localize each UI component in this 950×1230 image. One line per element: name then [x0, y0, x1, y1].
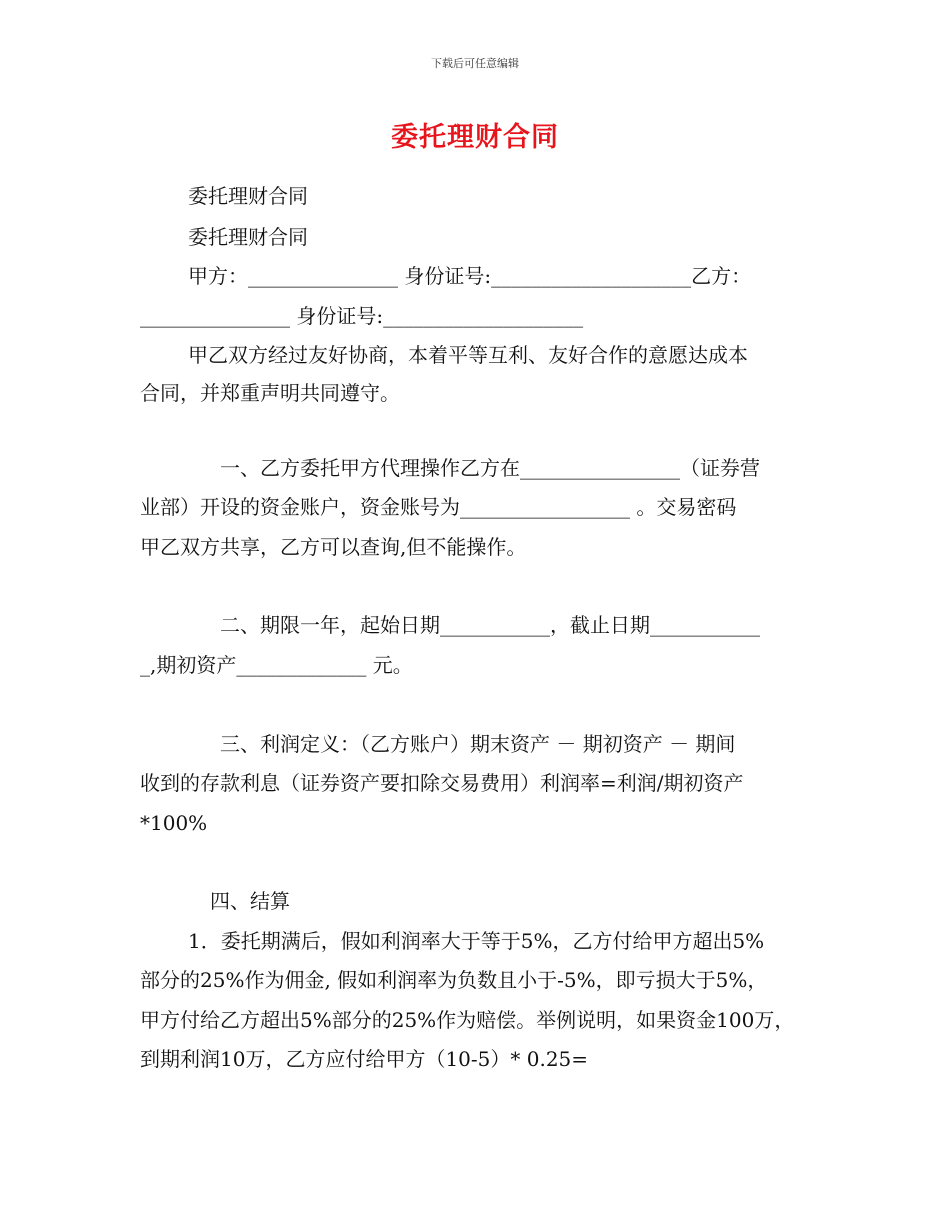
preamble-line-2: 合同，并郑重声明共同遵守。 [140, 381, 400, 405]
clause-4-line-2: 部分的25%作为佣金, 假如利润率为负数且小于-5%，即亏损大于5%， [140, 968, 768, 992]
subtitle-line-2: 委托理财合同 [188, 225, 308, 249]
clause-1-line-1: 一、乙方委托甲方代理操作乙方在________________（证券营 [220, 456, 760, 480]
preamble-line-1: 甲乙双方经过友好协商，本着平等互利、友好合作的意愿达成本 [188, 343, 748, 367]
clause-4-line-3: 甲方付给乙方超出5%部分的25%作为赔偿。举例说明，如果资金100万， [140, 1008, 795, 1032]
clause-4-line-4: 到期利润10万，乙方应付给甲方（10-5）* 0.25= [140, 1047, 589, 1071]
clause-1-line-3: 甲乙双方共享，乙方可以查询,但不能操作。 [140, 535, 527, 559]
clause-3-line-3: *100% [140, 811, 208, 835]
clause-4-line-1: 1．委托期满后，假如利润率大于等于5%，乙方付给甲方超出5% [188, 929, 765, 953]
clause-2-line-2: _,期初资产_____________ 元。 [140, 653, 413, 677]
party-b-line: _______________ 身份证号:____________________ [140, 304, 584, 328]
header-note: 下载后可任意编辑 [431, 57, 519, 70]
clause-1-line-2: 业部）开设的资金账户，资金账号为_________________ 。交易密码 [140, 495, 737, 519]
clause-4-heading: 四、结算 [210, 889, 290, 913]
document-title: 委托理财合同 [391, 122, 559, 153]
subtitle-line-1: 委托理财合同 [188, 184, 308, 208]
party-a-line: 甲方：_______________ 身份证号:____________________乙方： [188, 264, 752, 288]
clause-2-line-1: 二、期限一年，起始日期___________，截止日期___________ [220, 613, 760, 637]
clause-3-line-1: 三、利润定义：（乙方账户）期末资产 － 期初资产 － 期间 [220, 732, 736, 756]
clause-3-line-2: 收到的存款利息（证券资产要扣除交易费用）利润率=利润/期初资产 [140, 771, 744, 795]
